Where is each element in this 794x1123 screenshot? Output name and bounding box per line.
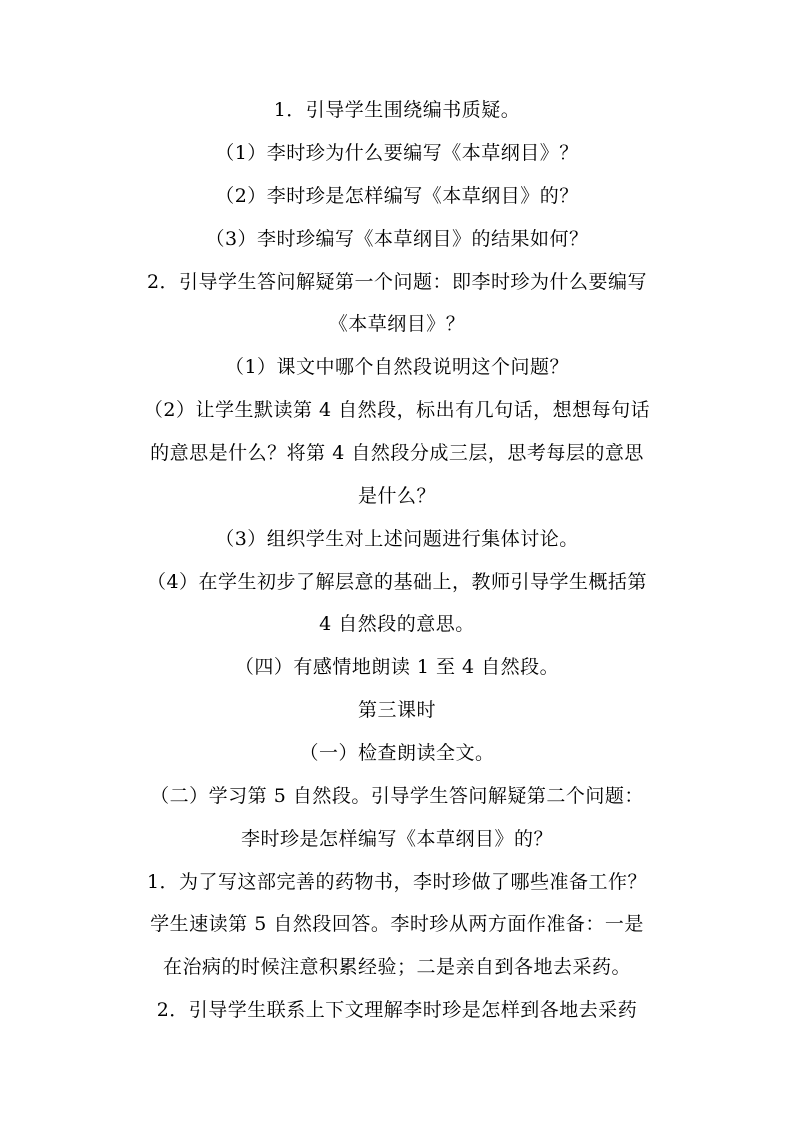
text-line: （2）李时珍是怎样编写《本草纲目》的？: [215, 185, 579, 207]
text-line: （一）检查朗读全文。: [299, 742, 495, 764]
section-heading: 第三课时: [357, 699, 436, 721]
text-line: （1）李时珍为什么要编写《本草纲目》？: [215, 142, 579, 164]
text-line: 4 自然段的意思。: [319, 613, 475, 635]
text-line: 在治病的时候注意积累经验；二是亲自到各地去采药。: [162, 956, 631, 978]
text-line: （四）有感情地朗读 1 至 4 自然段。: [234, 656, 560, 678]
text-line: （1）课文中哪个自然段说明这个问题？: [224, 356, 570, 378]
text-line: （3）组织学生对上述问题进行集体讨论。: [215, 528, 579, 550]
text-line: 李时珍是怎样编写《本草纲目》的？: [240, 828, 553, 850]
text-line: 1．为了写这部完善的药物书，李时珍做了哪些准备工作？: [146, 871, 648, 893]
text-line: 的意思是什么？将第 4 自然段分成三层，思考每层的意思: [150, 442, 644, 464]
text-line: （二）学习第 5 自然段。引导学生答问解疑第二个问题：: [150, 785, 644, 807]
text-line: （3）李时珍编写《本草纲目》的结果如何？: [205, 228, 589, 250]
text-line: 学生速读第 5 自然段回答。李时珍从两方面作准备：一是: [150, 913, 644, 935]
text-line: 《本草纲目》？: [328, 313, 466, 335]
text-line: 2．引导学生联系上下文理解李时珍是怎样到各地去采药: [156, 999, 638, 1021]
text-line: 2．引导学生答问解疑第一个问题：即李时珍为什么要编写: [146, 271, 648, 293]
text-line: （4）在学生初步了解层意的基础上，教师引导学生概括第: [146, 571, 648, 593]
text-line: 1．引导学生围绕编书质疑。: [273, 99, 521, 121]
text-line: （2）让学生默读第 4 自然段，标出有几句话，想想每句话: [143, 399, 651, 421]
text-line: 是什么？: [357, 485, 436, 507]
